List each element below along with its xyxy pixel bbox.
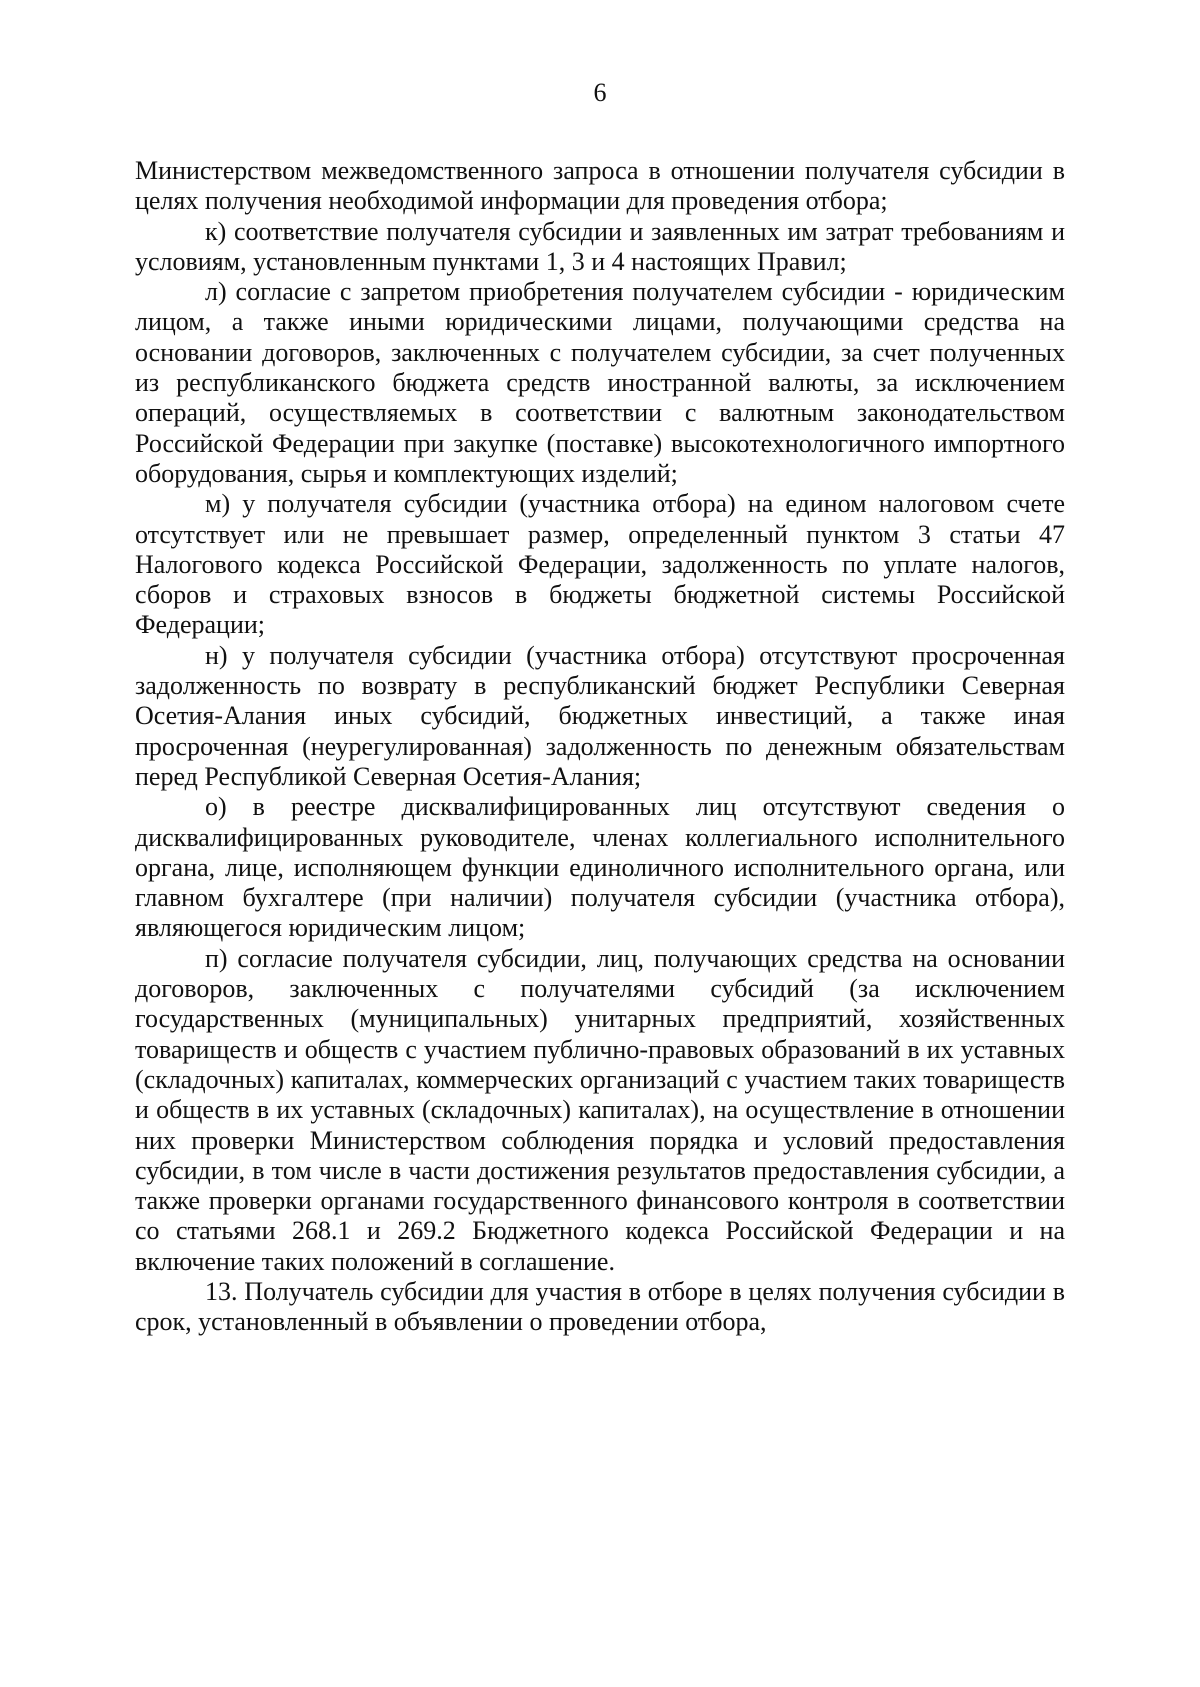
paragraph-item-m: м) у получателя субсидии (участника отбора) на едином налоговом счете отсутствует или не превышает размер, определенный пунктом 3 статьи 47 Налогового кодекса Российской Федерации, задолженность по уплате налогов, сборов и страховых взносов в бюджеты бюджетной системы Российской Федерации;	[135, 489, 1065, 640]
document-body	[135, 156, 1065, 1338]
paragraph-item-k: к) соответствие получателя субсидии и заявленных им затрат требованиям и условиям, установленным пунктами 1, 3 и 4 настоящих Правил;	[135, 216, 1065, 276]
paragraph-continuation: Министерством межведомственного запроса в отношении получателя субсидии в целях получения необходимой информации для проведения отбора;	[135, 156, 1065, 216]
paragraph-item-l: л) согласие с запретом приобретения получателем субсидии - юридическим лицом, а также иными юридическими лицами, получающими средства на основании договоров, заключенных с получателем субсидии, за счет полученных из республиканского бюджета средств иностранной валюты, за исключением операций, осуществляемых в соответствии с валютным законодательством Российской Федерации при закупке (поставке) высокотехнологичного импортного оборудования, сырья и комплектующих изделий;	[135, 277, 1065, 488]
paragraph-item-13: 13. Получатель субсидии для участия в отборе в целях получения субсидии в срок, установленный в объявлении о проведении отбора,	[135, 1276, 1065, 1337]
paragraph-item-p: п) согласие получателя субсидии, лиц, получающих средства на основании договоров, заключенных с получателями субсидий (за исключением государственных (муниципальных) унитарных предприятий, хозяйственных товариществ и обществ с участием публично-правовых образований в их уставных (складочных) капиталах, коммерческих организаций с участием таких товариществ и обществ в их уставных (складочных) капиталах), на осуществление в отношении них проверки Министерством соблюдения порядка и условий предоставления субсидии, в том числе в части достижения результатов предоставления субсидии, а также проверки органами государственного финансового контроля в соответствии со статьями 268.1 и 269.2 Бюджетного кодекса Российской Федерации и на включение таких положений в соглашение.	[135, 943, 1065, 1276]
paragraph-item-n: н) у получателя субсидии (участника отбора) отсутствуют просроченная задолженность по возврату в республиканский бюджет Республики Северная Осетия-Алания иных субсидий, бюджетных инвестиций, а также иная просроченная (неурегулированная) задолженность по денежным обязательствам перед Республикой Северная Осетия-Алания;	[135, 640, 1065, 791]
paragraph-item-o: о) в реестре дисквалифицированных лиц отсутствуют сведения о дисквалифицированных руководителе, членах коллегиального исполнительного органа, лице, исполняющем функции единоличного исполнительного органа, или главном бухгалтере (при наличии) получателя субсидии (участника отбора), являющегося юридическим лицом;	[135, 792, 1065, 943]
page-number: 6	[593, 78, 607, 107]
